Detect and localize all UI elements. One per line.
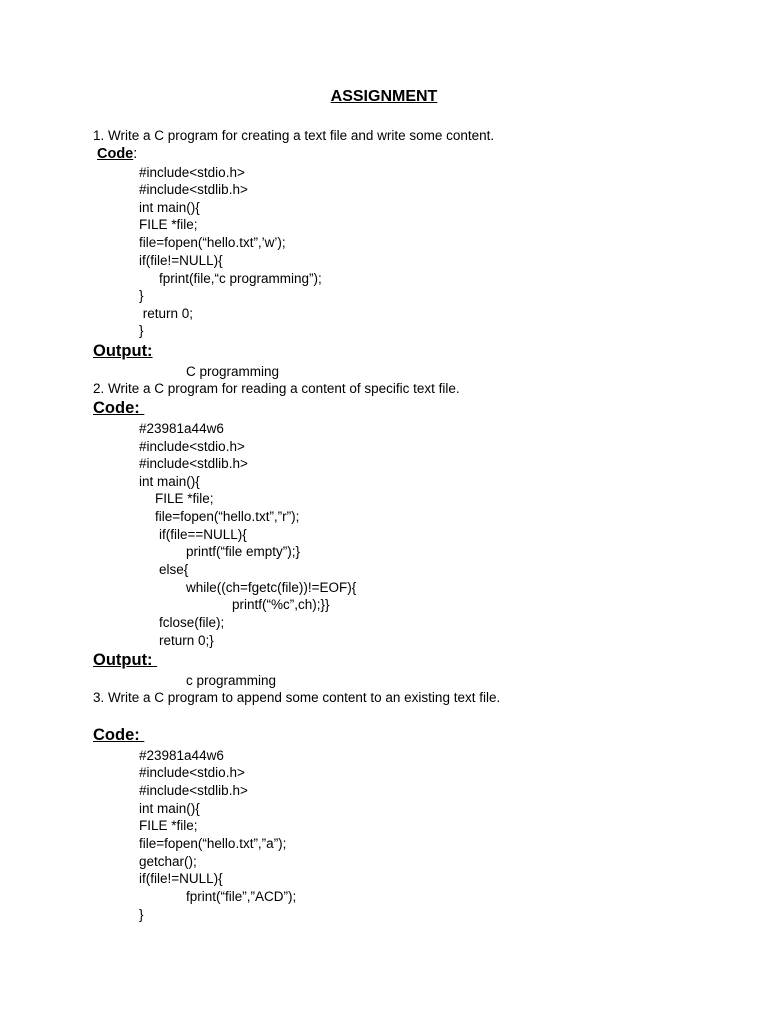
question-2-text: 2. Write a C program for reading a content of specific text file. [93, 381, 460, 396]
q2-code-line: printf(“file empty”);} [186, 544, 301, 559]
q1-code-line: #include<stdlib.h> [139, 182, 248, 197]
q1-code-line: #include<stdio.h> [139, 165, 245, 180]
q1-code-line: file=fopen(“hello.txt”,’w’); [139, 235, 286, 250]
q2-output-text: c programming [186, 673, 277, 688]
q2-code-line: #include<stdlib.h> [139, 456, 248, 471]
q3-code-line: FILE *file; [139, 818, 198, 833]
q2-code-line: return 0;} [159, 633, 214, 648]
q3-code-line: } [139, 907, 144, 922]
q3-code-line: #include<stdio.h> [139, 765, 245, 780]
q1-code-label-text: Code [97, 146, 134, 162]
q2-code-line: fclose(file); [159, 615, 225, 630]
q3-code-line: int main(){ [139, 801, 200, 816]
q2-code-line: if(file==NULL){ [159, 527, 247, 542]
q1-code-line: int main(){ [139, 200, 200, 215]
q1-code-line: if(file!=NULL){ [139, 253, 223, 268]
q1-code-label [97, 145, 137, 163]
question-3-text: 3. Write a C program to append some content to an existing text file. [93, 690, 501, 705]
q1-code-line: FILE *file; [139, 217, 198, 232]
q3-code-line: #include<stdlib.h> [139, 783, 248, 798]
q2-code-line: #23981a44w6 [139, 421, 224, 436]
q2-output-label: Output: [93, 651, 158, 669]
q2-code-line: file=fopen(“hello.txt”,”r”); [155, 509, 300, 524]
q3-code-line: file=fopen(“hello.txt”,”a”); [139, 836, 287, 851]
q2-code-line: printf(“%c”,ch);}} [232, 597, 330, 612]
q3-code-line: getchar(); [139, 854, 197, 869]
q2-code-line: else{ [159, 562, 189, 577]
q1-code-line: } [139, 288, 144, 303]
q3-code-line: #23981a44w6 [139, 748, 224, 763]
q3-code-line: if(file!=NULL){ [139, 871, 223, 886]
q1-code-line: } [139, 323, 144, 338]
q2-code-line: FILE *file; [155, 491, 214, 506]
q3-code-label: Code: [93, 726, 145, 744]
q1-output-text: C programming [186, 364, 280, 379]
q1-code-line: return 0; [139, 306, 194, 321]
q2-code-line: int main(){ [139, 474, 200, 489]
question-1-text: 1. Write a C program for creating a text file and write some content. [93, 128, 495, 143]
q1-code-label-colon: : [133, 146, 138, 162]
q2-code-line: #include<stdio.h> [139, 439, 245, 454]
q3-code-line: fprint(“file”,”ACD”); [186, 889, 297, 904]
q1-code-line: fprint(file,“c programming”); [159, 271, 322, 286]
document-title: ASSIGNMENT [330, 88, 438, 105]
q2-code-label: Code: [93, 399, 145, 417]
q1-output-label: Output: [93, 342, 153, 360]
q2-code-line: while((ch=fgetc(file))!=EOF){ [186, 580, 357, 595]
